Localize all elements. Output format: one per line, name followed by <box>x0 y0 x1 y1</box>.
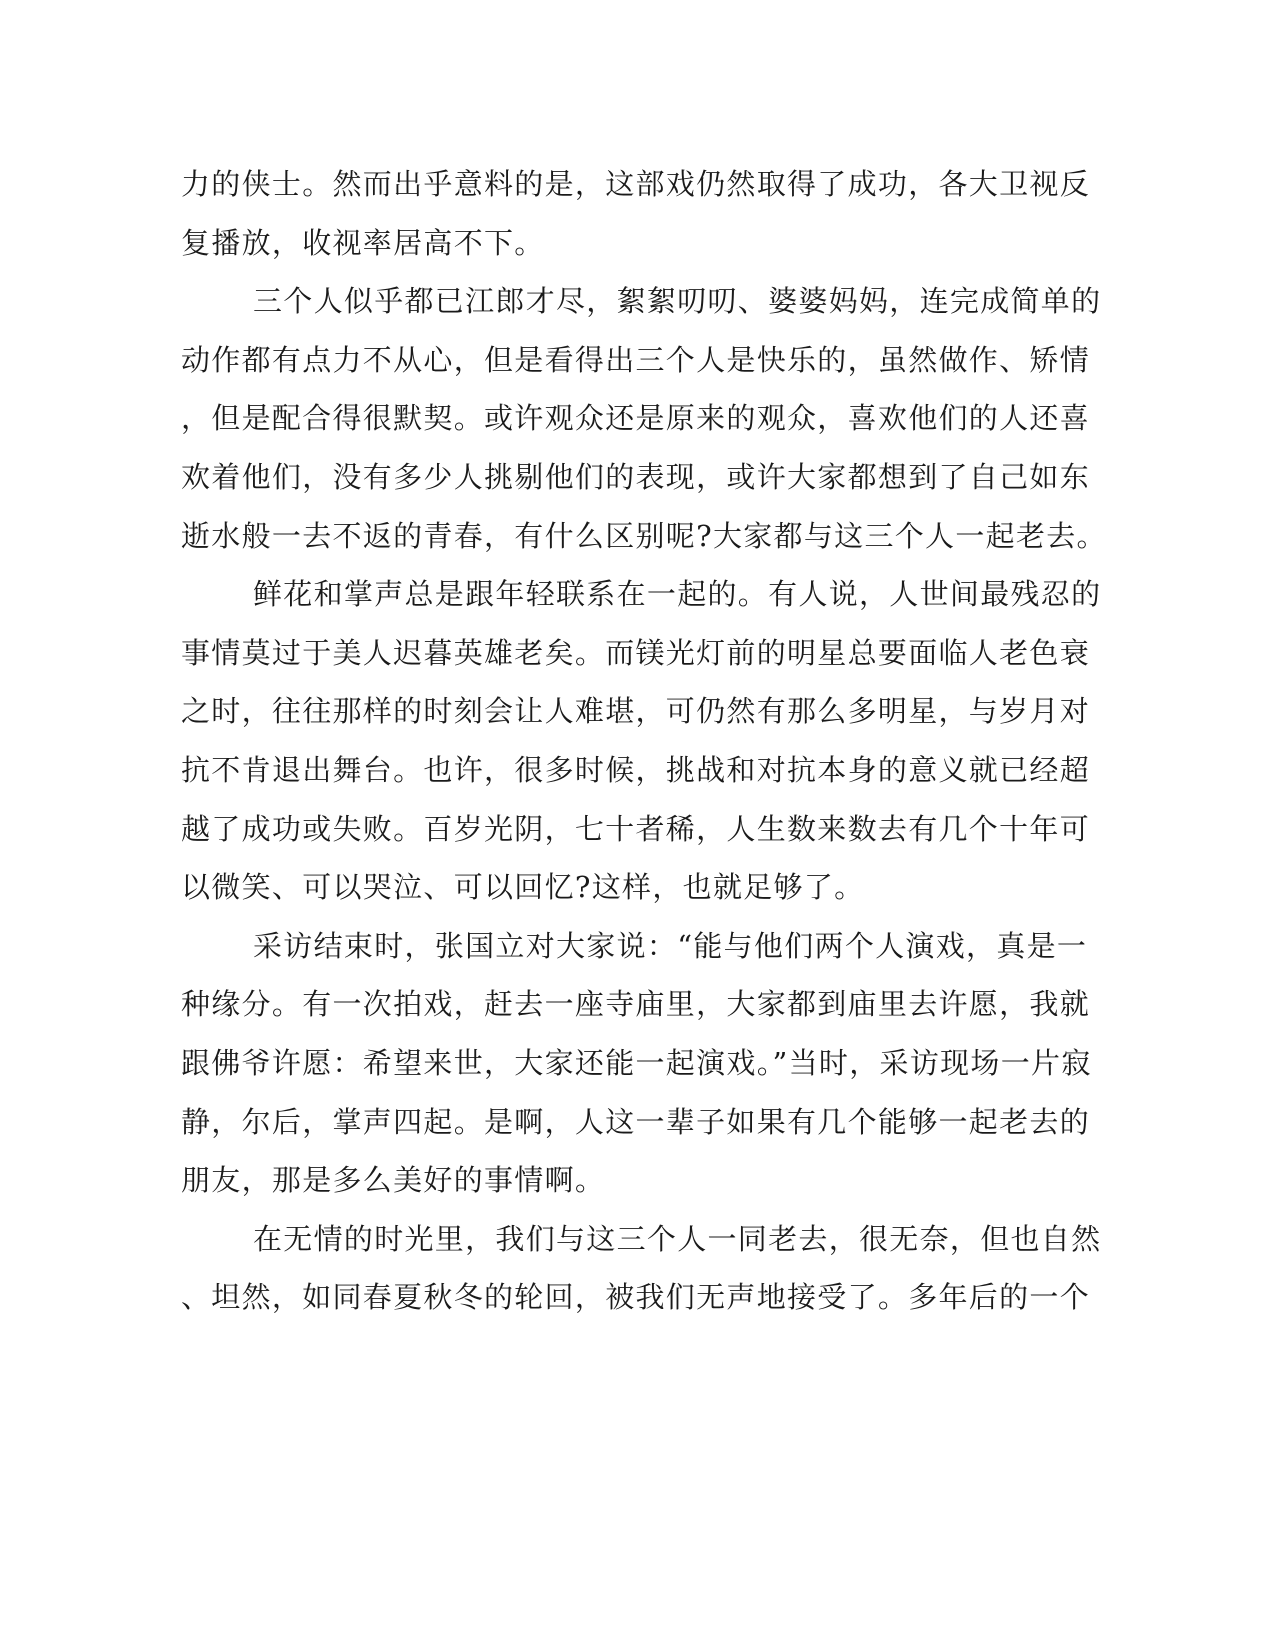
text-line: 之时，往往那样的时刻会让人难堪，可仍然有那么多明星，与岁月对 <box>181 694 1091 729</box>
paragraph-start-line: 鲜花和掌声总是跟年轻联系在一起的。有人说，人世间最残忍的 <box>253 577 1102 612</box>
text-line: 静，尔后，掌声四起。是啊，人这一辈子如果有几个能够一起老去的 <box>181 1104 1091 1139</box>
text-line: 越了成功或失败。百岁光阴，七十者稀，人生数来数去有几个十年可 <box>181 811 1091 846</box>
text-line: 、坦然，如同春夏秋冬的轮回，被我们无声地接受了。多年后的一个 <box>181 1280 1091 1315</box>
text-line: 欢着他们，没有多少人挑剔他们的表现，或许大家都想到了自己如东 <box>181 459 1091 494</box>
text-line: 以微笑、可以哭泣、可以回忆?这样，也就足够了。 <box>181 870 865 905</box>
text-line: 动作都有点力不从心，但是看得出三个人是快乐的，虽然做作、矫情 <box>181 342 1091 377</box>
paragraph-start-line: 采访结束时，张国立对大家说：“能与他们两个人演戏，真是一 <box>253 928 1088 963</box>
text-line: ，但是配合得很默契。或许观众还是原来的观众，喜欢他们的人还喜 <box>181 401 1091 436</box>
text-line: 复播放，收视率居高不下。 <box>181 225 545 260</box>
text-line: 逝水般一去不返的青春，有什么区别呢?大家都与这三个人一起老去。 <box>181 518 1107 553</box>
text-line: 跟佛爷许愿：希望来世，大家还能一起演戏。”当时，采访现场一片寂 <box>181 1045 1092 1080</box>
text-line: 抗不肯退出舞台。也许，很多时候，挑战和对抗本身的意义就已经超 <box>181 752 1091 787</box>
text-line: 朋友，那是多么美好的事情啊。 <box>181 1163 606 1198</box>
paragraph-start-line: 三个人似乎都已江郎才尽，絮絮叨叨、婆婆妈妈，连完成简单的 <box>253 284 1102 319</box>
text-line: 事情莫过于美人迟暮英雄老矣。而镁光灯前的明星总要面临人老色衰 <box>181 635 1091 670</box>
body-text <box>181 155 1107 1327</box>
text-line: 力的侠士。然而出乎意料的是，这部戏仍然取得了成功，各大卫视反 <box>181 167 1091 201</box>
text-line: 种缘分。有一次拍戏，赶去一座寺庙里，大家都到庙里去许愿，我就 <box>181 987 1091 1022</box>
paragraph-start-line: 在无情的时光里，我们与这三个人一同老去，很无奈，但也自然 <box>253 1221 1102 1256</box>
